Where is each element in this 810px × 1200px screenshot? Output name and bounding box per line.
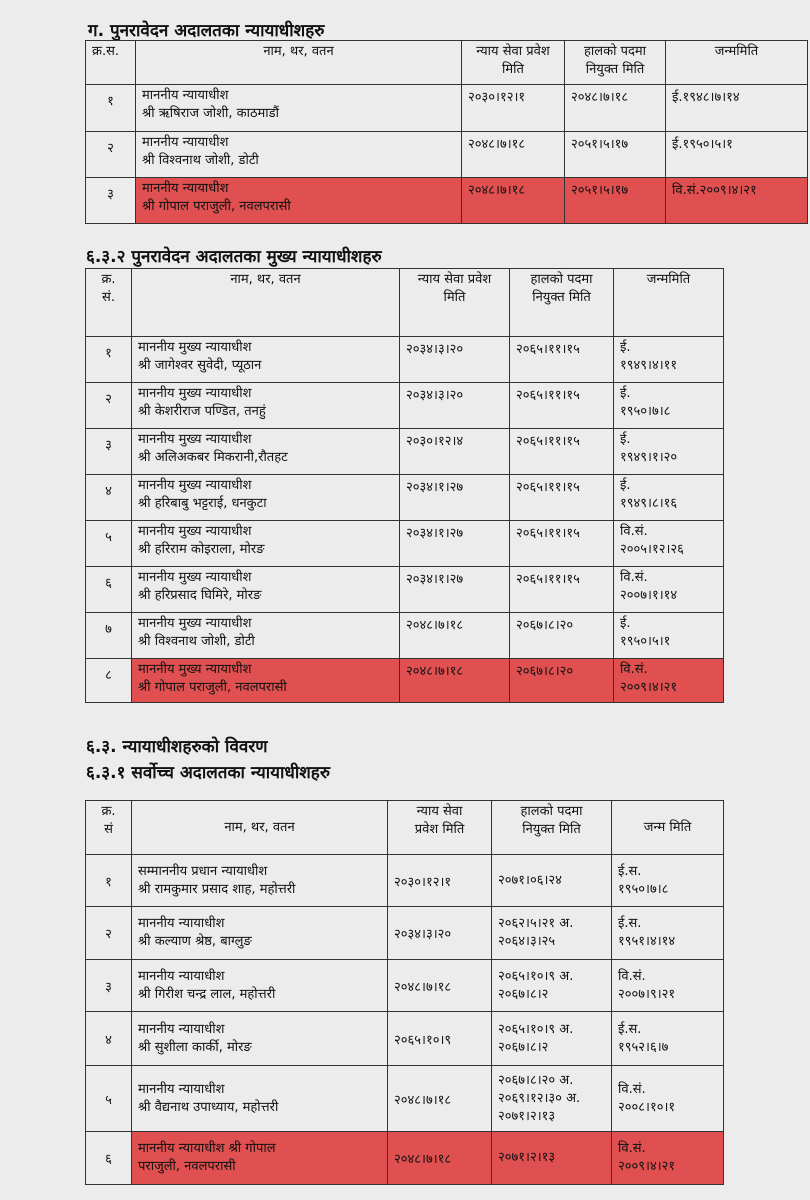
row-title: माननीय न्यायाधीश: [138, 916, 225, 931]
row-dob-prefix: ई.स.: [618, 1021, 642, 1037]
row-dob-date: १९४९।४।११: [620, 358, 678, 373]
row-title: माननीय न्यायाधीश: [138, 968, 225, 984]
row-dob-prefix: ई.स.: [618, 863, 642, 879]
row-dob-date: १९४९।८।१६: [620, 496, 678, 511]
row-appoint-date: [492, 1012, 612, 1066]
row-entry-date: २०३०।१२।१: [462, 85, 565, 132]
table-row: [86, 521, 724, 567]
row-name: [136, 178, 462, 224]
section-title: ग. पुनरावेदन अदालतका न्यायाधीशहरु: [88, 21, 325, 41]
row-name: [132, 1066, 388, 1132]
row-sn: ३: [86, 178, 136, 224]
row-sn: ५: [86, 521, 132, 567]
row-title: माननीय मुख्य न्यायाधीश: [138, 524, 252, 539]
row-name: [132, 907, 388, 960]
row-appoint-line: २०६७।८।२: [498, 986, 549, 1002]
row-sn: १: [86, 855, 132, 907]
table-row: [86, 960, 724, 1012]
table-row: [86, 1012, 724, 1066]
row-title: माननीय मुख्य न्यायाधीश: [138, 478, 252, 493]
row-title: माननीय मुख्य न्यायाधीश: [138, 616, 252, 631]
table-row: [86, 132, 808, 178]
row-person: श्री रामकुमार प्रसाद शाह, महोत्तरी: [138, 881, 296, 897]
header-entry-date: न्याय सेवा प्रवेश मिति: [388, 801, 492, 855]
row-dob-prefix: वि.सं.: [618, 1141, 646, 1156]
row-appoint-date: २०६५।११।१५: [510, 429, 614, 475]
row-entry-date: २०३४।३।२०: [400, 383, 510, 429]
row-dob-date: १९५२।६।७: [618, 1039, 669, 1055]
row-dob-date: २००७।९।२१: [618, 986, 676, 1002]
row-entry-date: २०४८।७।१८: [388, 1066, 492, 1132]
row-appoint-date: [492, 960, 612, 1012]
table-row: [86, 1066, 724, 1132]
section-title: ६.३.२ पुनरावेदन अदालतका मुख्य न्यायाधीशहरु: [86, 247, 382, 267]
row-entry-date: २०४८।७।१८: [462, 132, 565, 178]
row-dob: [612, 1132, 724, 1185]
header-entry-date: न्याय सेवा प्रवेश मिति: [462, 41, 565, 85]
row-dob: [614, 337, 724, 383]
row-sn: ८: [86, 659, 132, 703]
row-dob: [614, 613, 724, 659]
row-name: [132, 659, 400, 703]
row-sn: २: [86, 383, 132, 429]
row-entry-date: २०६५।१०।९: [388, 1012, 492, 1066]
row-title: माननीय न्यायाधीश: [138, 1021, 225, 1037]
row-appoint-date: [492, 855, 612, 907]
row-title: माननीय मुख्य न्यायाधीश: [138, 386, 252, 401]
row-sn: ४: [86, 475, 132, 521]
row-appoint-date: २०६७।८।२०: [510, 659, 614, 703]
row-entry-date: २०४८।७।१८: [388, 960, 492, 1012]
header-entry-date: न्याय सेवा प्रवेश मिति: [400, 269, 510, 337]
table-row-highlighted: [86, 1132, 724, 1185]
row-dob-prefix: वि.सं.: [620, 570, 648, 585]
section-subtitle: ६.३.१ सर्वोच्च अदालतका न्यायाधीशहरु: [86, 763, 330, 783]
row-appoint-line: २०७१।२।१३: [498, 1108, 556, 1124]
header-name: नाम, थर, वतन: [136, 41, 462, 85]
table-row: [86, 383, 724, 429]
header-dob: जन्ममिति: [614, 269, 724, 337]
row-appoint-date: [492, 1066, 612, 1132]
table-row: [86, 855, 724, 907]
chief-judges-table: [85, 268, 724, 703]
row-dob: [612, 1066, 724, 1132]
row-sn: ७: [86, 613, 132, 659]
row-sn: ६: [86, 1132, 132, 1185]
row-title: माननीय न्यायाधीश: [138, 1081, 225, 1097]
row-appoint-date: [492, 907, 612, 960]
row-title: सम्माननीय प्रधान न्यायाधीश: [138, 863, 268, 879]
row-entry-date: २०३४।१।२७: [400, 475, 510, 521]
header-dob: जन्म मिति: [612, 801, 724, 855]
row-name: [136, 85, 462, 132]
row-title: माननीय न्यायाधीश: [142, 135, 229, 150]
row-appoint-date: २०६५।११।१५: [510, 337, 614, 383]
row-appoint-line: २०६९।१२।३० अ.: [498, 1090, 581, 1106]
row-sn: २: [86, 132, 136, 178]
header-sn: क्र. सं: [86, 801, 132, 855]
row-dob: ई.१९४८।७।१४: [666, 85, 808, 132]
row-appoint-line: २०६४।३।२५: [498, 934, 556, 949]
row-name: [132, 1132, 388, 1185]
row-name: [132, 383, 400, 429]
row-entry-date: २०४८।७।१८: [400, 659, 510, 703]
row-dob-date: २००९।४।२१: [620, 680, 678, 695]
row-name: [132, 337, 400, 383]
row-dob: [614, 567, 724, 613]
table-row: [86, 85, 808, 132]
row-dob-prefix: ई.: [620, 616, 631, 631]
row-appoint-line: २०६७।८।२० अ.: [498, 1072, 574, 1088]
row-dob-prefix: वि.सं.: [620, 524, 648, 539]
row-dob: [612, 855, 724, 907]
row-person: श्री ऋषिराज जोशी, काठमाडौं: [142, 106, 279, 121]
row-appoint-date: २०६५।११।१५: [510, 383, 614, 429]
header-dob: जन्ममिति: [666, 41, 808, 85]
row-dob-prefix: ई.स.: [618, 916, 642, 931]
row-name: [132, 1012, 388, 1066]
row-appoint-date: २०६५।११।१५: [510, 475, 614, 521]
row-title: माननीय मुख्य न्यायाधीश: [138, 662, 252, 677]
row-name: [132, 960, 388, 1012]
row-sn: ४: [86, 1012, 132, 1066]
table-row: [86, 475, 724, 521]
row-dob-date: १९५१।४।१४: [618, 934, 676, 949]
row-dob-prefix: ई.: [620, 340, 631, 355]
row-entry-date: २०३४।१।२७: [400, 567, 510, 613]
appellate-judges-table: [85, 40, 808, 224]
row-name: [132, 855, 388, 907]
row-person: श्री विश्वनाथ जोशी, डोटी: [142, 153, 259, 168]
row-entry-date: २०४८।७।१८: [462, 178, 565, 224]
row-title: माननीय मुख्य न्यायाधीश: [138, 570, 252, 585]
row-dob-prefix: वि.सं.: [618, 968, 646, 984]
header-appoint-date: हालको पदमा नियुक्त मिति: [510, 269, 614, 337]
row-appoint-line: २०६५।१०।९ अ.: [498, 968, 574, 984]
row-dob-date: २००८।१०।१: [618, 1099, 676, 1115]
row-entry-date: २०३०।१२।१: [388, 855, 492, 907]
row-person: श्री केशरीराज पण्डित, तनहुं: [138, 404, 266, 419]
row-entry-date: २०३०।१२।४: [400, 429, 510, 475]
row-dob: [614, 383, 724, 429]
row-person: श्री हरिप्रसाद घिमिरे, मोरङ: [138, 588, 262, 603]
row-person: पराजुली, नवलपरासी: [138, 1159, 236, 1174]
table-row: [86, 429, 724, 475]
row-appoint-line: २०६५।१०।९ अ.: [498, 1021, 574, 1037]
row-person: श्री सुशीला कार्की, मोरङ: [138, 1039, 252, 1055]
row-dob-date: २००७।१।१४: [620, 588, 678, 603]
row-sn: ३: [86, 960, 132, 1012]
table-row-highlighted: [86, 659, 724, 703]
row-appoint-date: २०४८।७।१८: [565, 85, 666, 132]
row-title: माननीय मुख्य न्यायाधीश: [138, 432, 252, 447]
row-title: माननीय न्यायाधीश: [142, 88, 229, 103]
row-dob: ई.१९५०।५।१: [666, 132, 808, 178]
row-entry-date: २०४८।७।१८: [400, 613, 510, 659]
header-name: नाम, थर, वतन: [132, 801, 388, 855]
row-sn: ५: [86, 1066, 132, 1132]
row-appoint-line: २०७१।०६।२४: [498, 872, 562, 888]
row-name: [132, 429, 400, 475]
row-dob-date: १९५०।७।८: [620, 404, 671, 419]
row-person: श्री विश्वनाथ जोशी, डोटी: [138, 634, 255, 649]
row-dob: [614, 475, 724, 521]
row-dob-date: २००९।४।२१: [618, 1159, 676, 1174]
row-appoint-date: [492, 1132, 612, 1185]
header-sn: क्र.स.: [86, 41, 136, 85]
table-row: [86, 567, 724, 613]
row-dob: [612, 907, 724, 960]
row-appoint-date: २०५१।५।१७: [565, 132, 666, 178]
header-appoint-date: हालको पदमा नियुक्त मिति: [492, 801, 612, 855]
row-dob-date: १९४९।१।२०: [620, 450, 678, 465]
row-entry-date: २०४८।७।१८: [388, 1132, 492, 1185]
section-title: ६.३. न्यायाधीशहरुको विवरण: [86, 737, 268, 757]
row-appoint-line: २०७१।२।१३: [498, 1150, 556, 1165]
table-row: [86, 337, 724, 383]
row-appoint-date: २०५१।५।१७: [565, 178, 666, 224]
header-sn: क्र. सं.: [86, 269, 132, 337]
header-appoint-date: हालको पदमा नियुक्त मिति: [565, 41, 666, 85]
row-entry-date: २०३४।३।२०: [400, 337, 510, 383]
row-person: श्री हरिबाबु भट्टराई, धनकुटा: [138, 496, 267, 511]
row-person: श्री गोपाल पराजुली, नवलपरासी: [142, 199, 291, 214]
row-dob-prefix: वि.सं.: [618, 1081, 646, 1097]
row-dob: [612, 1012, 724, 1066]
row-name: [132, 613, 400, 659]
row-person: श्री हरिराम कोइराला, मोरङ: [138, 542, 265, 557]
row-dob: [614, 659, 724, 703]
row-dob: [614, 429, 724, 475]
row-person: श्री वैद्यनाथ उपाध्याय, महोत्तरी: [138, 1099, 279, 1115]
row-sn: ६: [86, 567, 132, 613]
row-title: माननीय न्यायाधीश श्री गोपाल: [138, 1141, 276, 1156]
row-dob-date: १९५०।७।८: [618, 881, 669, 897]
row-name: [136, 132, 462, 178]
row-dob-date: १९५०।५।१: [620, 634, 671, 649]
row-dob-prefix: ई.: [620, 478, 631, 493]
header-name: नाम, थर, वतन: [132, 269, 400, 337]
row-appoint-line: २०६२।५।२१ अ.: [498, 916, 574, 931]
row-sn: १: [86, 337, 132, 383]
row-name: [132, 475, 400, 521]
row-dob: [612, 960, 724, 1012]
row-dob: वि.सं.२००९।४।२१: [666, 178, 808, 224]
row-name: [132, 567, 400, 613]
row-sn: ३: [86, 429, 132, 475]
table-row: [86, 907, 724, 960]
row-sn: २: [86, 907, 132, 960]
row-dob: [614, 521, 724, 567]
row-title: माननीय मुख्य न्यायाधीश: [138, 340, 252, 355]
row-dob-prefix: ई.: [620, 432, 631, 447]
row-person: श्री गिरीश चन्द्र लाल, महोत्तरी: [138, 986, 276, 1002]
row-person: श्री गोपाल पराजुली, नवलपरासी: [138, 680, 287, 695]
row-sn: १: [86, 85, 136, 132]
row-dob-prefix: ई.: [620, 386, 631, 401]
row-appoint-line: २०६७।८।२: [498, 1039, 549, 1055]
table-row-highlighted: [86, 178, 808, 224]
row-name: [132, 521, 400, 567]
row-entry-date: २०३४।१।२७: [400, 521, 510, 567]
row-entry-date: २०३४।३।२०: [388, 907, 492, 960]
row-person: श्री अलिअकबर मिकरानी,रौतहट: [138, 450, 288, 465]
row-dob-date: २००५।१२।२६: [620, 542, 684, 557]
table-row: [86, 613, 724, 659]
row-person: श्री कल्याण श्रेष्ठ, बाग्लुङ: [138, 934, 252, 949]
row-title: माननीय न्यायाधीश: [142, 181, 229, 196]
row-appoint-date: २०६७।८।२०: [510, 613, 614, 659]
supreme-court-judges-table: [85, 800, 724, 1185]
row-appoint-date: २०६५।११।१५: [510, 521, 614, 567]
row-appoint-date: २०६५।११।१५: [510, 567, 614, 613]
row-dob-prefix: वि.सं.: [620, 662, 648, 677]
row-person: श्री जागेश्वर सुवेदी, प्यूठान: [138, 358, 262, 373]
